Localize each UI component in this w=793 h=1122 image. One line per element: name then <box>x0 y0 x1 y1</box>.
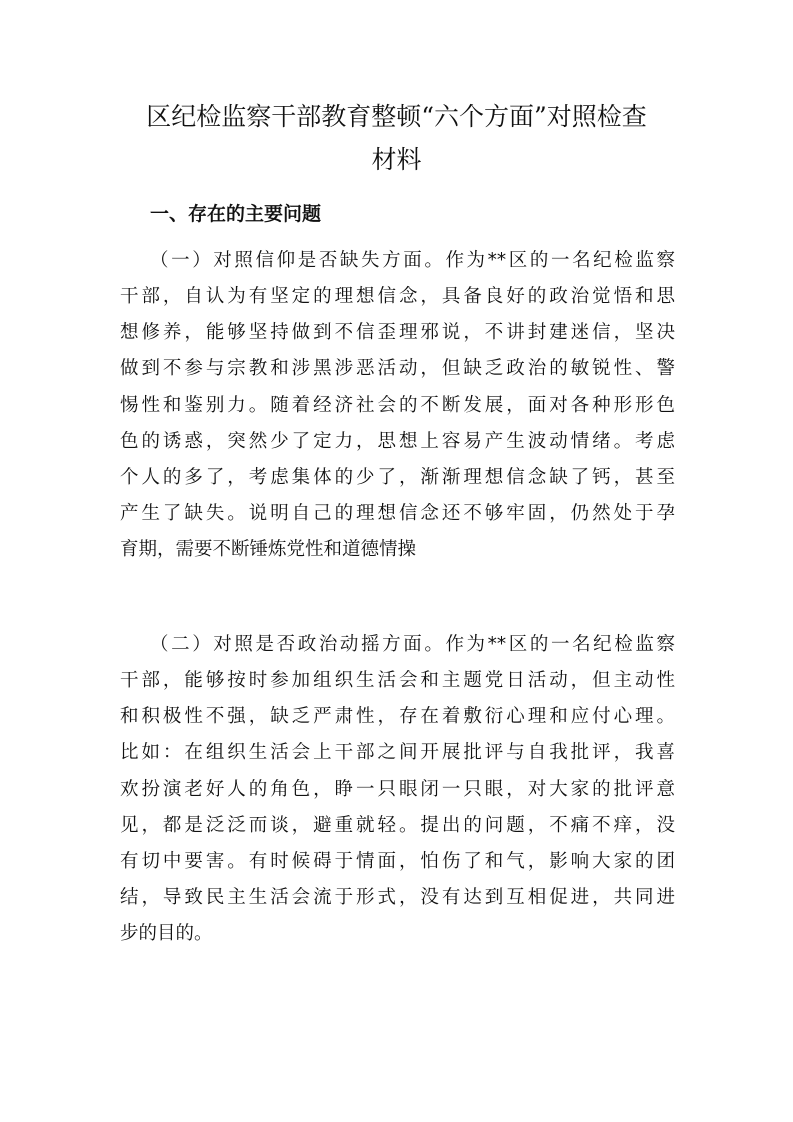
paragraph-line: 结，导致民主生活会流于形式，没有达到互相促进，共同进 <box>120 887 675 908</box>
paragraph-line: 惕性和鉴别力。随着经济社会的不断发展，面对各种形形色 <box>120 395 675 416</box>
document-title-line-2: 材料 <box>371 145 422 174</box>
paragraph-line: 个人的多了，考虑集体的少了，渐渐理想信念缺了钙，甚至 <box>120 467 675 488</box>
paragraph-line: 育期，需要不断锤炼党性和道德情操 <box>120 539 417 560</box>
section-heading-problems: 一、存在的主要问题 <box>150 203 322 225</box>
paragraph-line: （二）对照是否政治动摇方面。作为**区的一名纪检监察 <box>150 634 675 655</box>
paragraph-line: 干部，能够按时参加组织生活会和主题党日活动，但主动性 <box>120 670 675 691</box>
paragraph-line: 干部，自认为有坚定的理想信念，具备良好的政治觉悟和思 <box>120 286 675 307</box>
paragraph-line: 产生了缺失。说明自己的理想信念还不够牢固，仍然处于孕 <box>120 503 675 524</box>
paragraph-line: 和积极性不强，缺乏严肃性，存在着敷衍心理和应付心理。 <box>120 706 675 727</box>
paragraph-line: 欢扮演老好人的角色，睁一只眼闭一只眼，对大家的批评意 <box>120 779 675 800</box>
paragraph-line: 色的诱惑，突然少了定力，思想上容易产生波动情绪。考虑 <box>120 431 675 452</box>
paragraph-line: （一）对照信仰是否缺失方面。作为**区的一名纪检监察 <box>150 250 675 271</box>
paragraph-line: 见，都是泛泛而谈，避重就轻。提出的问题，不痛不痒，没 <box>120 815 675 836</box>
paragraph-line: 做到不参与宗教和涉黑涉恶活动，但缺乏政治的敏锐性、警 <box>120 358 675 379</box>
paragraph-line: 步的目的。 <box>120 923 213 944</box>
paragraph-line: 比如：在组织生活会上干部之间开展批评与自我批评，我喜 <box>120 742 675 763</box>
document-title-line-1: 区纪检监察干部教育整顿“六个方面”对照检查 <box>146 102 647 131</box>
paragraph-line: 想修养，能够坚持做到不信歪理邪说，不讲封建迷信，坚决 <box>120 322 675 343</box>
paragraph-line: 有切中要害。有时候碍于情面，怕伤了和气，影响大家的团 <box>120 851 675 872</box>
